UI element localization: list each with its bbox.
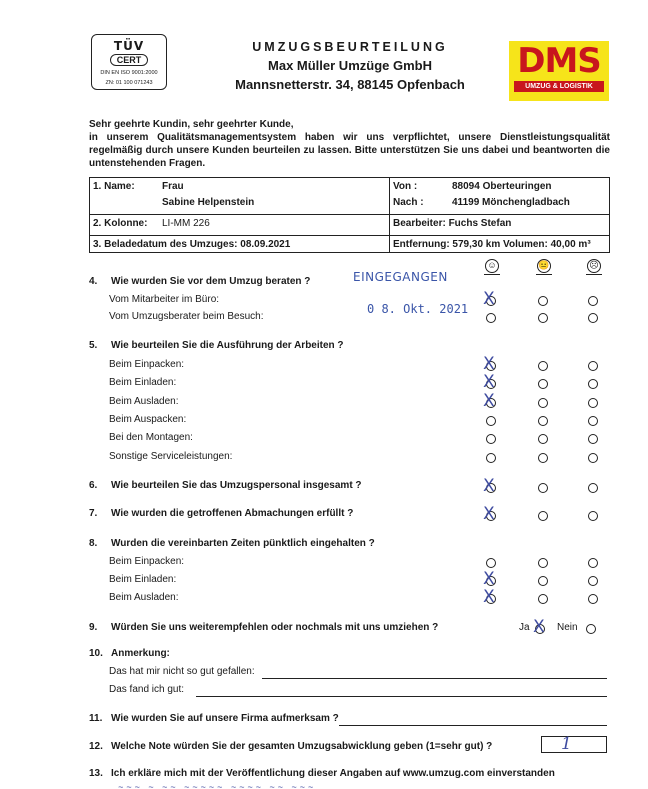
q11-text: Wie wurden Sie auf unsere Firma aufmerksam ? (111, 713, 339, 724)
q10-nicht-gut-line[interactable] (262, 678, 607, 679)
q7-number: 7. (89, 508, 98, 519)
q5-sonstige-neutral-radio[interactable] (538, 453, 548, 463)
q4-besuch-good-radio[interactable] (486, 313, 496, 323)
q10-text: Anmerkung: (111, 648, 170, 659)
kolonne-value: LI-MM 226 (162, 218, 210, 229)
q5-item-auspacken: Beim Auspacken: (109, 414, 187, 425)
dms-logo-subtitle: UMZUG & LOGISTIK (514, 81, 604, 92)
q10-nicht-gut-label: Das hat mir nicht so gut gefallen: (109, 666, 255, 677)
customer-info-table (89, 177, 610, 253)
bearbeiter: Bearbeiter: Fuchs Stefan (393, 218, 512, 229)
name-value: Sabine Helpenstein (162, 197, 255, 208)
q8-text: Wurden die vereinbarten Zeiten pünktlich eingehalten ? (111, 538, 375, 549)
q7-cross-mark: X (483, 504, 495, 524)
q13-number: 13. (89, 768, 103, 779)
von-value: 88094 Oberteuringen (452, 181, 552, 192)
entfernung-volumen: Entfernung: 579,30 km Volumen: 40,00 m³ (393, 239, 591, 250)
q5-ausladen-cross-mark: X (483, 391, 495, 411)
q8-item-ausladen: Beim Ausladen: (109, 592, 179, 603)
received-stamp: EINGEGANGEN (353, 270, 448, 284)
q4-number: 4. (89, 276, 98, 287)
q9-text: Würden Sie uns weiterempfehlen oder nochmals mit uns umziehen ? (111, 622, 439, 633)
q9-nein-label: Nein (557, 622, 578, 633)
q10-gut-label: Das fand ich gut: (109, 684, 185, 695)
dms-logo (509, 41, 609, 101)
nach-value: 41199 Mönchengladbach (452, 197, 570, 208)
q7-text: Wie wurden die getroffenen Abmachungen erfüllt ? (111, 508, 354, 519)
q10-gut-line[interactable] (196, 696, 607, 697)
von-label: Von : (393, 181, 418, 192)
q5-auspacken-bad-radio[interactable] (588, 416, 598, 426)
q7-bad-radio[interactable] (588, 511, 598, 521)
received-stamp-date: 0 8. Okt. 2021 (367, 302, 469, 316)
handwritten-signature-scribble: ~~~ ~ ~~ ~~~~~ ~~~~ ~~ ~~~ (118, 782, 317, 789)
q8-einladen-cross-mark: X (483, 569, 495, 589)
q9-number: 9. (89, 622, 98, 633)
good-face-icon: ☺ (485, 259, 499, 273)
tuv-iso-text: DIN EN ISO 9001:2000 (100, 70, 158, 76)
q12-grade-value: 1 (561, 734, 572, 754)
greeting: Sehr geehrte Kundin, sehr geehrter Kunde, (89, 119, 294, 130)
intro-paragraph: in unserem Qualitätsmanagementsystem haben wir uns verpflichtet, unsere Dienstleistungsqualität regelmäßig durch unsere Kunden beurteilen zu lassen. Bitte unterstützen Sie uns dabei und beantworten die untenstehenden Fragen. (89, 132, 610, 169)
tuv-cert-text: CERT (110, 54, 149, 66)
company-address: Mannsnetterstr. 34, 88145 Opfenbach (235, 77, 465, 92)
tuv-logo-text: TÜV (113, 39, 145, 53)
q5-item-montagen: Bei den Montagen: (109, 432, 193, 443)
q5-ausladen-neutral-radio[interactable] (538, 398, 548, 408)
q5-montagen-good-radio[interactable] (486, 434, 496, 444)
q5-einladen-cross-mark: X (483, 372, 495, 392)
q5-item-einpacken: Beim Einpacken: (109, 359, 185, 370)
q5-einpacken-neutral-radio[interactable] (538, 361, 548, 371)
bad-face-icon: ☹ (587, 259, 601, 273)
nach-label: Nach : (393, 197, 424, 208)
q6-text: Wie beurteilen Sie das Umzugspersonal insgesamt ? (111, 480, 362, 491)
q11-number: 11. (89, 713, 103, 724)
name-label: 1. Name: (93, 181, 135, 192)
kolonne-label: 2. Kolonne: (93, 218, 148, 229)
q4-besuch-bad-radio[interactable] (588, 313, 598, 323)
document-title: UMZUGSBEURTEILUNG (252, 40, 448, 54)
q8-item-einladen: Beim Einladen: (109, 574, 177, 585)
intro-text (89, 118, 610, 170)
q9-ja-label: Ja (519, 622, 530, 633)
dms-logo-text: DMS (517, 41, 601, 81)
company-name: Max Müller Umzüge GmbH (268, 58, 432, 73)
q6-neutral-radio[interactable] (538, 483, 548, 493)
q9-nein-radio[interactable] (586, 624, 596, 634)
q5-montagen-bad-radio[interactable] (588, 434, 598, 444)
q8-item-einpacken: Beim Einpacken: (109, 556, 185, 567)
q8-einpacken-neutral-radio[interactable] (538, 558, 548, 568)
q5-item-sonstige: Sonstige Serviceleistungen: (109, 451, 233, 462)
tuv-zn-text: ZN: 01 100 071243 (105, 80, 153, 86)
q8-ausladen-neutral-radio[interactable] (538, 594, 548, 604)
q8-ausladen-cross-mark: X (483, 587, 495, 607)
q10-number: 10. (89, 648, 103, 659)
q4-besuch-neutral-radio[interactable] (538, 313, 548, 323)
q4-item-buero: Vom Mitarbeiter im Büro: (109, 294, 220, 305)
q5-sonstige-bad-radio[interactable] (588, 453, 598, 463)
tuv-cert-logo (91, 34, 167, 90)
q7-neutral-radio[interactable] (538, 511, 548, 521)
q8-einladen-bad-radio[interactable] (588, 576, 598, 586)
q13-text: Ich erkläre mich mit der Veröffentlichung dieser Angaben auf www.umzug.com einverstanden (111, 768, 555, 779)
q4-item-besuch: Vom Umzugsberater beim Besuch: (109, 311, 264, 322)
q4-buero-neutral-radio[interactable] (538, 296, 548, 306)
q5-einpacken-bad-radio[interactable] (588, 361, 598, 371)
q5-montagen-neutral-radio[interactable] (538, 434, 548, 444)
q5-text: Wie beurteilen Sie die Ausführung der Arbeiten ? (111, 340, 344, 351)
q8-einpacken-good-radio[interactable] (486, 558, 496, 568)
q9-ja-cross-mark: X (533, 617, 545, 637)
q5-auspacken-neutral-radio[interactable] (538, 416, 548, 426)
q8-ausladen-bad-radio[interactable] (588, 594, 598, 604)
q5-item-einladen: Beim Einladen: (109, 377, 177, 388)
q12-grade-box[interactable] (541, 736, 607, 753)
q4-buero-cross-mark: X (483, 289, 495, 309)
q5-einpacken-cross-mark: X (483, 354, 495, 374)
q6-bad-radio[interactable] (588, 483, 598, 493)
q5-sonstige-good-radio[interactable] (486, 453, 496, 463)
q6-number: 6. (89, 480, 98, 491)
q5-ausladen-bad-radio[interactable] (588, 398, 598, 408)
q12-text: Welche Note würden Sie der gesamten Umzugsabwicklung geben (1=sehr gut) ? (111, 741, 493, 752)
q5-auspacken-good-radio[interactable] (486, 416, 496, 426)
q5-einladen-neutral-radio[interactable] (538, 379, 548, 389)
q11-answer-line[interactable] (339, 725, 607, 726)
q8-number: 8. (89, 538, 98, 549)
q4-text: Wie wurden Sie vor dem Umzug beraten ? (111, 276, 311, 287)
q5-einladen-bad-radio[interactable] (588, 379, 598, 389)
q8-einladen-neutral-radio[interactable] (538, 576, 548, 586)
q5-item-ausladen: Beim Ausladen: (109, 396, 179, 407)
q4-buero-bad-radio[interactable] (588, 296, 598, 306)
q6-cross-mark: X (483, 476, 495, 496)
q12-number: 12. (89, 741, 103, 752)
neutral-face-icon: 😐 (537, 259, 551, 273)
q8-einpacken-bad-radio[interactable] (588, 558, 598, 568)
name-salutation: Frau (162, 181, 184, 192)
beladedatum: 3. Beladedatum des Umzuges: 08.09.2021 (93, 239, 291, 250)
q5-number: 5. (89, 340, 98, 351)
